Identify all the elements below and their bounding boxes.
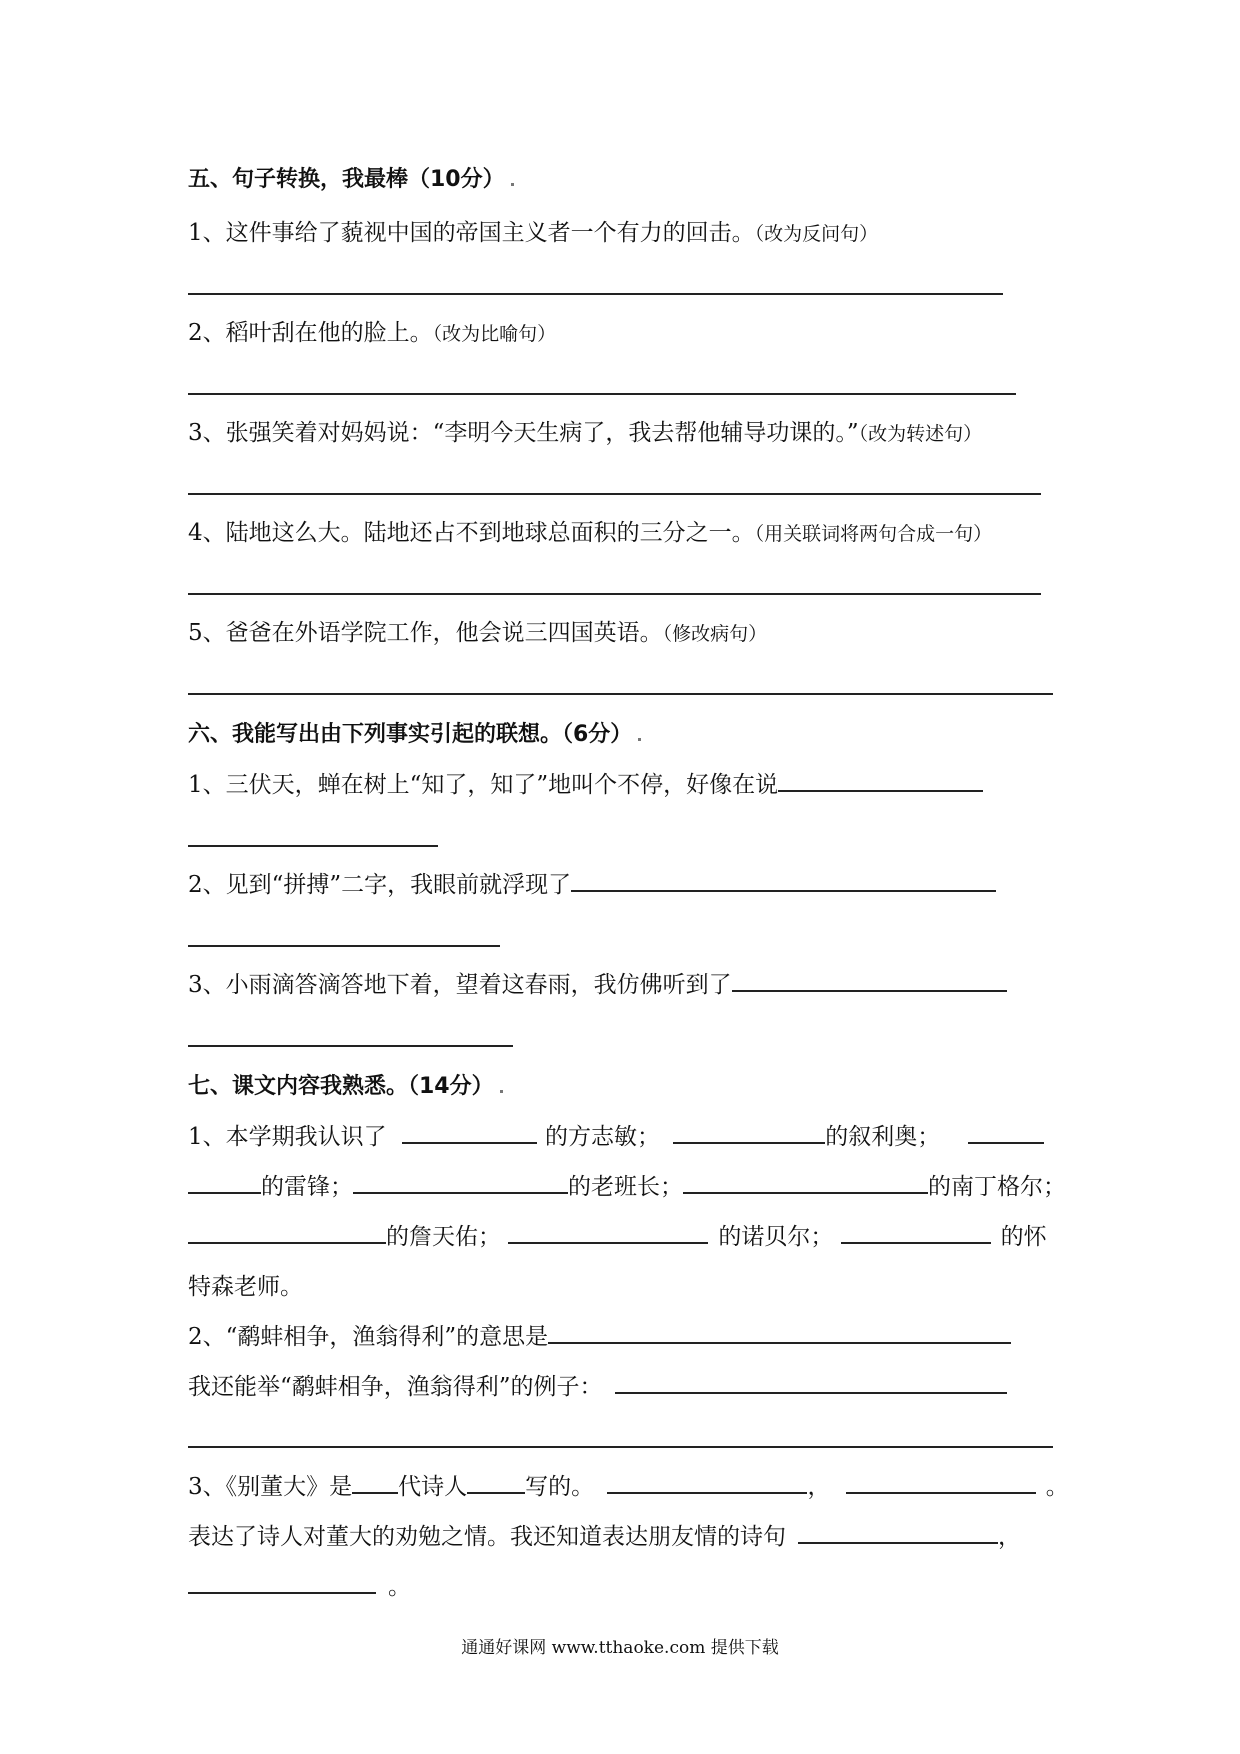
s5-question-4 [188, 518, 992, 549]
s7-q1-line-1 [188, 1122, 1044, 1152]
s7-q3-blank-poem-1[interactable] [798, 1522, 998, 1544]
s7-q1-nobeier: 的诺贝尔； [718, 1224, 834, 1250]
section-7-title: 七、课文内容我熟悉。（14分） [188, 1072, 503, 1102]
s7-q2-text: 2、“鹬蚌相争，渔翁得利”的意思是 [188, 1324, 549, 1350]
s7-q1-blank-3[interactable] [968, 1122, 1044, 1144]
s6-question-2 [188, 870, 996, 900]
s5-q3-note: （改为转述句） [858, 423, 983, 445]
s7-q2-example-text: 我还能举“鹬蚌相争，渔翁得利”的例子： [188, 1374, 603, 1400]
s7-q1-zhantianyou: 的詹天佑； [386, 1224, 501, 1250]
s5-q4-text: 4、陆地这么大。陆地还占不到地球总面积的三分之一。 [188, 520, 755, 546]
s5-q2-note: （改为比喻句） [432, 323, 557, 345]
s7-q1-blank-7[interactable] [508, 1222, 708, 1244]
s5-q2-answer-line[interactable] [188, 393, 1016, 395]
s7-q3-friendship-text: 表达了诗人对董大的劝勉之情。我还知道表达朋友情的诗句 [188, 1524, 786, 1550]
s7-q3-blank-poet[interactable] [467, 1472, 525, 1494]
s6-q1-blank[interactable] [778, 770, 983, 792]
s7-q1-blank-4[interactable] [353, 1172, 568, 1194]
s7-q1-line-3 [188, 1222, 1047, 1252]
s7-q1-blank-5[interactable] [683, 1172, 928, 1194]
s6-q1-text: 1、三伏天，蝉在树上“知了，知了”地叫个不停，好像在说 [188, 772, 779, 798]
s5-q4-answer-line[interactable] [188, 593, 1041, 595]
s5-q4-note: （用关联词将两句合成一句） [754, 523, 993, 545]
s7-question-3-friendship [188, 1522, 1021, 1552]
s5-q5-text: 5、爸爸在外语学院工作，他会说三四国英语。 [188, 620, 663, 646]
s7-q3-comma: ， [807, 1474, 831, 1500]
s5-q5-answer-line[interactable] [188, 693, 1053, 695]
s7-q3-wrote: 写的。 [525, 1474, 595, 1500]
s7-q1-blank-8[interactable] [841, 1222, 991, 1244]
s6-q2-continuation-line[interactable] [188, 945, 500, 947]
s7-q2-example-line[interactable] [188, 1446, 1053, 1448]
s7-q1-fangzhimin: 的方志敏； [544, 1124, 660, 1150]
s5-question-5 [188, 618, 767, 649]
s6-q2-text: 2、见到“拼搏”二字，我眼前就浮现了 [188, 872, 572, 898]
s7-q1-blank-2[interactable] [673, 1122, 825, 1144]
s7-q1-blank-6[interactable] [188, 1222, 386, 1244]
s5-q3-answer-line[interactable] [188, 493, 1041, 495]
s5-question-2 [188, 318, 556, 349]
s6-question-3 [188, 970, 1007, 1000]
s7-q3-blank-dynasty[interactable] [352, 1472, 398, 1494]
s7-q1-huaitesen: 特森老师。 [188, 1274, 303, 1300]
s7-q2-blank-example[interactable] [615, 1372, 1007, 1394]
s7-q1-line-2 [188, 1172, 1066, 1202]
s6-q3-continuation-line[interactable] [188, 1045, 513, 1047]
page-footer: 通通好课网 www.tthaoke.com 提供下载 [461, 1638, 779, 1658]
section-6-title: 六、我能写出由下列事实引起的联想。（6分） [188, 720, 641, 750]
s7-q1-intro: 1、本学期我认识了 [188, 1124, 387, 1150]
s7-q1-line-4 [188, 1272, 303, 1302]
s5-q1-note: （改为反问句） [754, 223, 879, 245]
s7-q3-text: 3、《别董大》是 [188, 1474, 353, 1500]
section-6-dot [638, 738, 641, 741]
s5-q1-text: 1、这件事给了藐视中国的帝国主义者一个有力的回击。 [188, 220, 755, 246]
s7-q3-blank-line-1[interactable] [607, 1472, 807, 1494]
section-5-title: 五、句子转换，我最棒（10分） [188, 165, 514, 195]
s7-q1-xuliao: 的叙利奥； [825, 1124, 941, 1150]
s5-q5-note: （修改病句） [662, 623, 768, 645]
s5-q2-text: 2、稻叶刮在他的脸上。 [188, 320, 433, 346]
s6-q3-blank[interactable] [732, 970, 1007, 992]
s6-q3-text: 3、小雨滴答滴答地下着，望着这春雨，我仿佛听到了 [188, 972, 732, 998]
s6-q1-continuation-line[interactable] [188, 845, 438, 847]
section-7-dot [500, 1090, 503, 1093]
s7-q3-blank-poem-2[interactable] [188, 1572, 376, 1594]
s7-q1-leifeng: 的雷锋； [261, 1174, 353, 1200]
s7-q1-huai: 的怀 [1000, 1224, 1047, 1250]
s7-q1-blank-3-cont[interactable] [188, 1172, 261, 1194]
s5-q1-answer-line[interactable] [188, 293, 1003, 295]
s7-question-2 [188, 1322, 1011, 1352]
section-5-dot [511, 183, 514, 186]
s7-q3-poet-label: 代诗人 [398, 1474, 468, 1500]
s7-q3-poem-period: 。 [388, 1574, 411, 1600]
s6-question-1 [188, 770, 983, 800]
s7-q3-blank-line-2[interactable] [846, 1472, 1036, 1494]
s7-q1-nandinggeer: 的南丁格尔； [928, 1174, 1066, 1200]
s5-question-1 [188, 218, 878, 249]
s5-question-3 [188, 418, 982, 449]
s7-question-3-end [188, 1572, 411, 1602]
s7-q3-period: 。 [1045, 1474, 1069, 1500]
s5-q3-text: 3、张强笑着对妈妈说：“李明今天生病了，我去帮他辅导功课的。” [188, 420, 859, 446]
s7-q2-blank-meaning[interactable] [548, 1322, 1011, 1344]
s7-q1-blank-1[interactable] [402, 1122, 537, 1144]
s7-question-3 [188, 1472, 1069, 1502]
s7-q3-poem-comma: ， [998, 1524, 1021, 1550]
s7-q1-laobanzhang: 的老班长； [568, 1174, 683, 1200]
s6-q2-blank[interactable] [571, 870, 996, 892]
s7-question-2-example [188, 1372, 1007, 1402]
